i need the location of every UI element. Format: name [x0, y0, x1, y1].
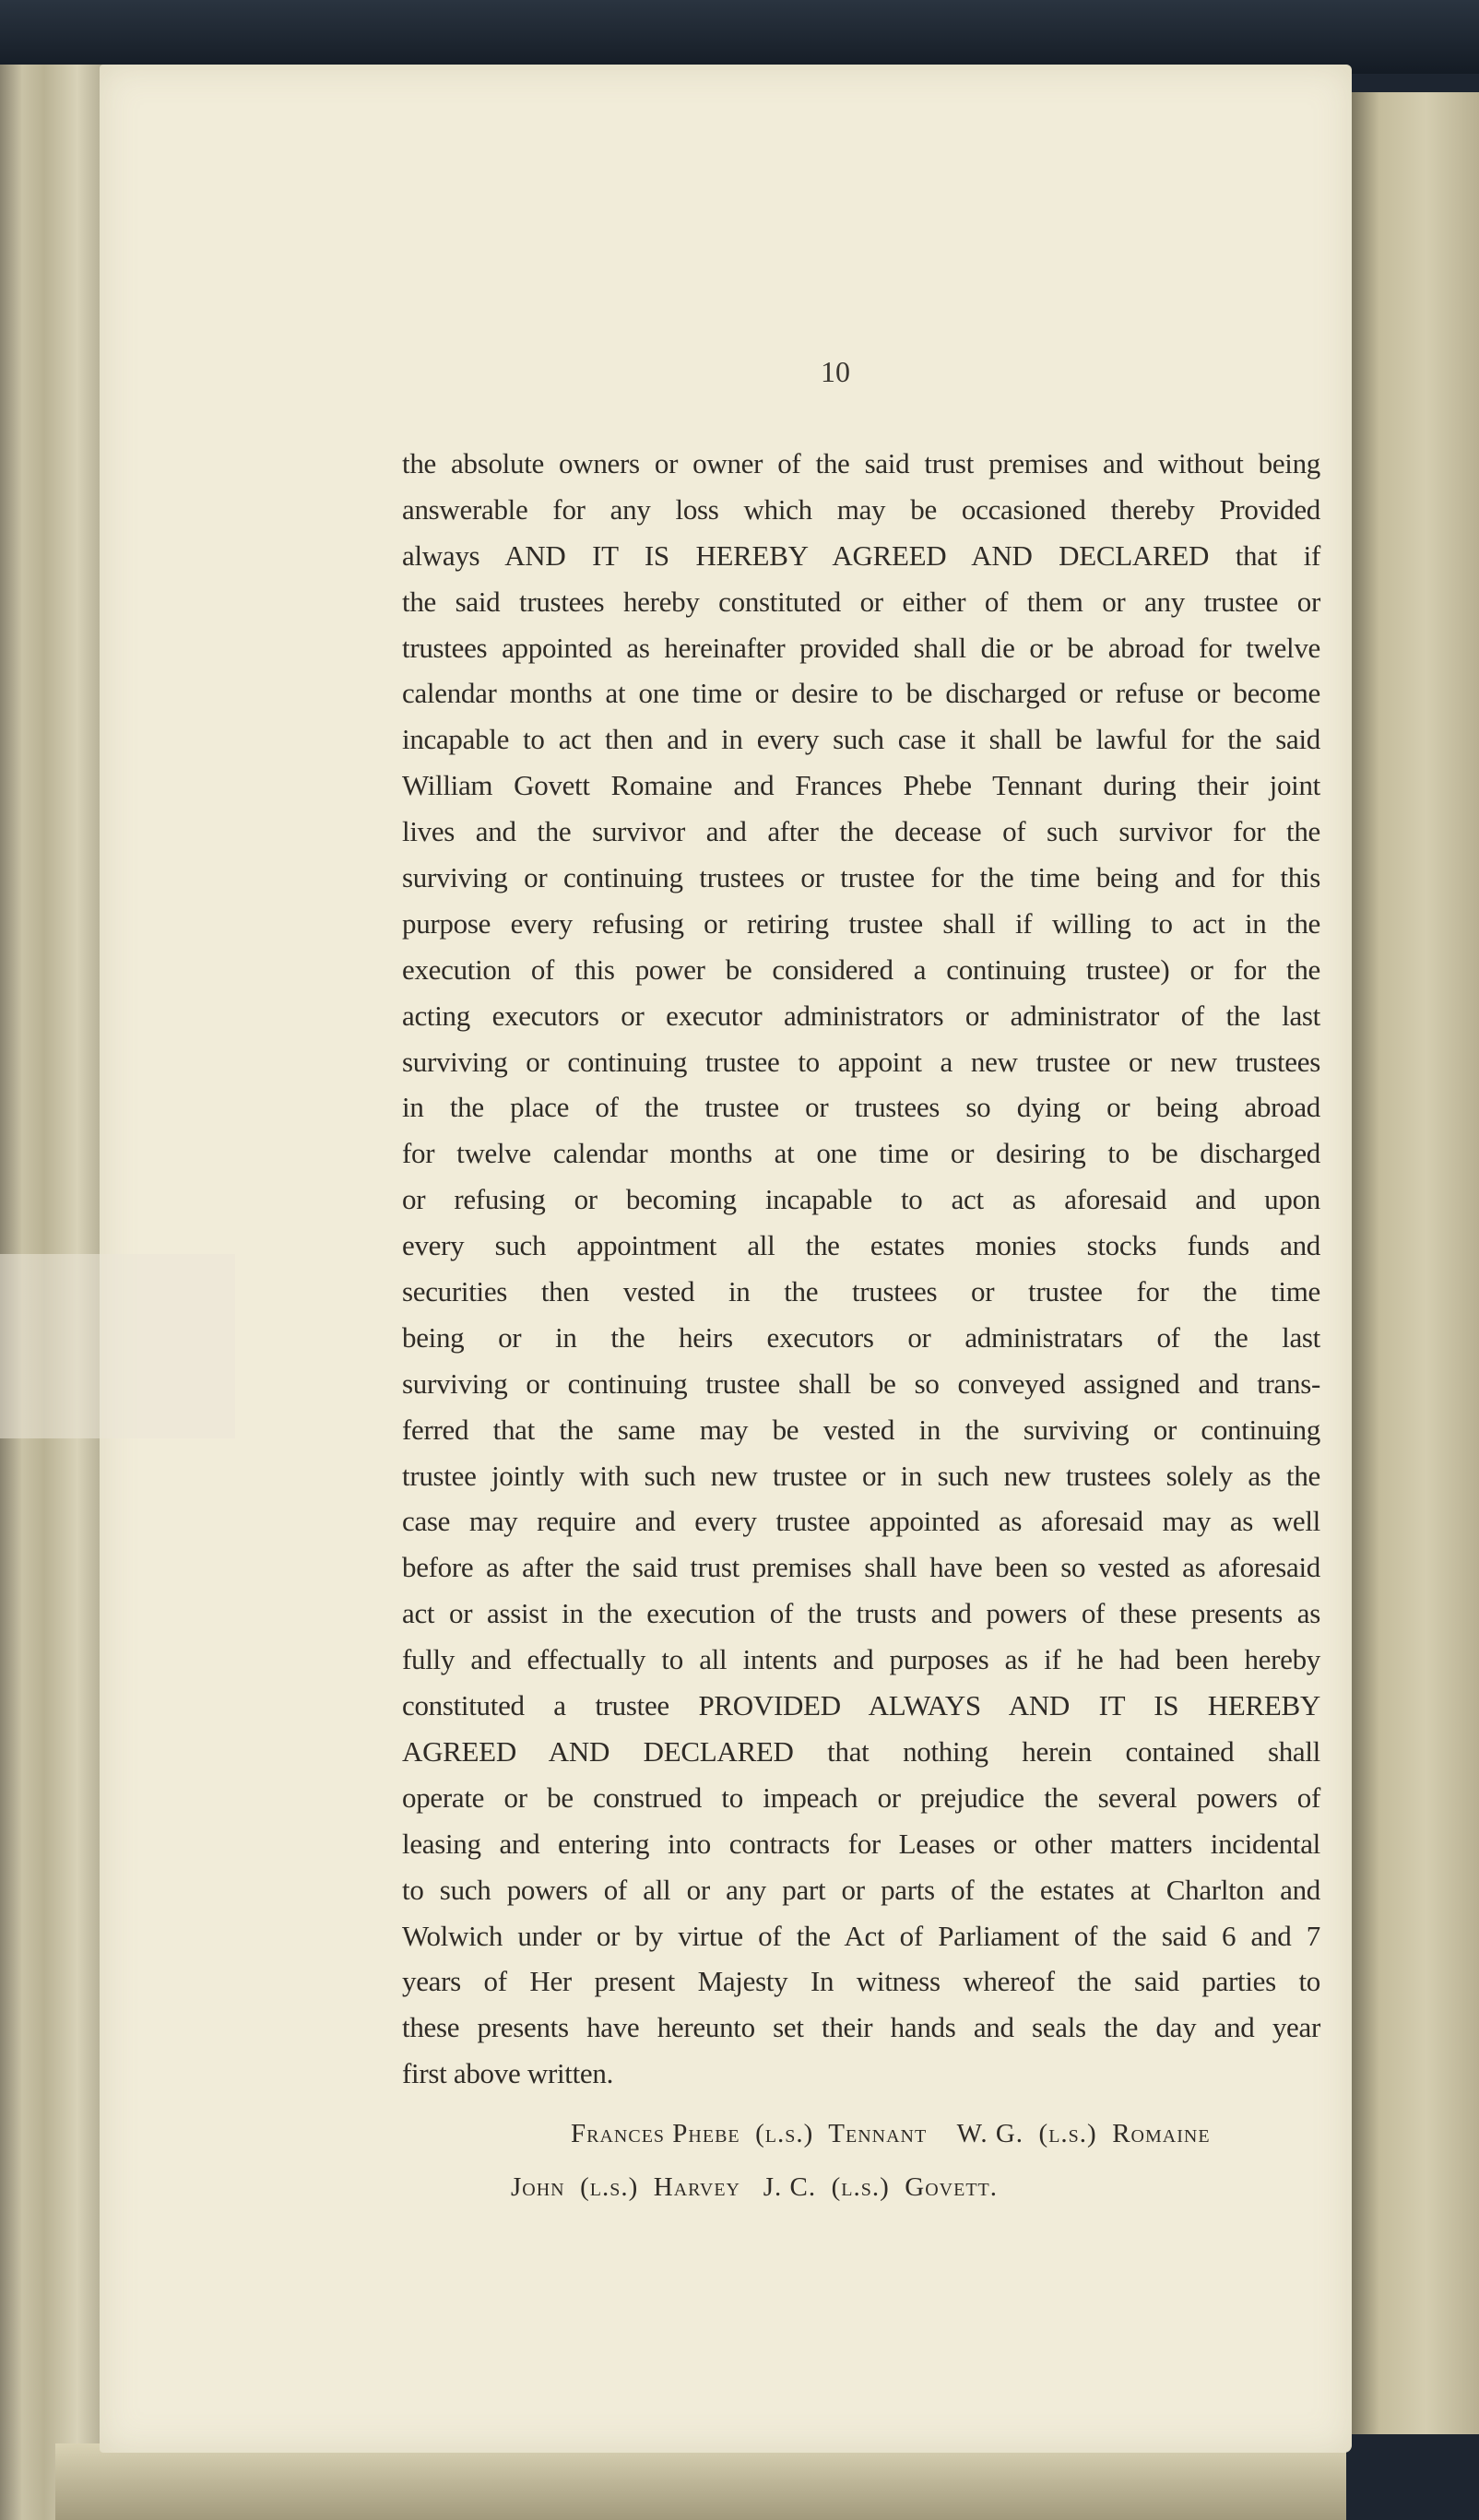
text-line: lives and the survivor and after the decease of such survivor for the — [402, 815, 1320, 848]
text-line: execution of this power be considered a continuing trustee) or for the — [402, 952, 1320, 986]
text-line: act or assist in the execution of the trusts and powers of these presents as — [402, 1597, 1320, 1630]
text-line: or refusing or becoming incapable to act as aforesaid and upon — [402, 1183, 1320, 1216]
text-line: leasing and entering into contracts for Leases or other matters incidental — [402, 1827, 1320, 1860]
text-line: before as after the said trust premises shall have been so vested as aforesaid — [402, 1551, 1320, 1584]
body-text — [402, 441, 1320, 2097]
facing-page-edge — [1346, 92, 1479, 2434]
text-line: AGREED AND DECLARED that nothing herein contained shall — [402, 1734, 1320, 1768]
text-line: the absolute owners or owner of the said trust premises and without being — [402, 447, 1320, 479]
text-line: incapable to act then and in every such case it shall be lawful for the said — [402, 723, 1320, 756]
text-line: to such powers of all or any part or parts of the estates at Charlton and — [402, 1873, 1320, 1906]
text-line: operate or be construed to impeach or prejudice the several powers of — [402, 1781, 1320, 1814]
tape-mark — [0, 1254, 235, 1438]
signature-line: Frances Phebe (l.s.) Tennant W. G. (l.s.) Romaine — [571, 2119, 1211, 2148]
text-line: calendar months at one time or desire to be discharged or refuse or become — [402, 677, 1320, 710]
text-line: always AND IT IS HEREBY AGREED AND DECLARED that if — [402, 538, 1320, 572]
text-line: Wolwich under or by virtue of the Act of Parliament of the said 6 and 7 — [402, 1919, 1320, 1952]
text-line: these presents have hereunto set their hands and seals the day and year — [402, 2011, 1320, 2044]
text-line: trustee jointly with such new trustee or in such new trustees solely as the — [402, 1459, 1320, 1492]
text-line: fully and effectually to all intents and purposes as if he had been hereby — [402, 1643, 1320, 1676]
text-line: being or in the heirs executors or administratars of the last — [402, 1320, 1320, 1354]
signature-line: John (l.s.) Harvey J. C. (l.s.) Govett. — [511, 2172, 999, 2202]
text-line: years of Her present Majesty In witness whereof the said parties to — [402, 1965, 1320, 1998]
text-line: constituted a trustee PROVIDED ALWAYS AND IT IS HEREBY — [402, 1689, 1320, 1722]
text-line: surviving or continuing trustee shall be so conveyed assigned and trans- — [402, 1366, 1320, 1400]
text-line: surviving or continuing trustee to appoint a new trustee or new trustees — [402, 1045, 1320, 1078]
text-line: trustees appointed as hereinafter provided shall die or be abroad for twelve — [402, 631, 1320, 664]
scan-background-top — [0, 0, 1479, 74]
text-line: the said trustees hereby constituted or either of them or any trustee or — [402, 585, 1320, 618]
text-line: acting executors or executor administrators or administrator of the last — [402, 999, 1320, 1032]
text-line: surviving or continuing trustees or trustee for the time being and for this — [402, 861, 1320, 894]
text-line: first above written. — [402, 2057, 614, 2090]
page-number: 10 — [821, 355, 850, 388]
text-line: case may require and every trustee appointed as aforesaid may as well — [402, 1505, 1320, 1538]
text-line: every such appointment all the estates monies stocks funds and — [402, 1229, 1320, 1262]
text-line: William Govett Romaine and Frances Phebe Tennant during their joint — [402, 769, 1320, 802]
text-line: securities then vested in the trustees or trustee for the time — [402, 1275, 1320, 1308]
text-line: purpose every refusing or retiring trustee shall if willing to act in the — [402, 906, 1320, 940]
text-line: in the place of the trustee or trustees so dying or being abroad — [402, 1091, 1320, 1124]
book-page-edges-bottom — [55, 2443, 1346, 2520]
text-line: ferred that the same may be vested in the surviving or continuing — [402, 1413, 1320, 1446]
text-line: answerable for any loss which may be occasioned thereby Provided — [402, 492, 1320, 526]
text-line: for twelve calendar months at one time or desiring to be discharged — [402, 1137, 1320, 1170]
